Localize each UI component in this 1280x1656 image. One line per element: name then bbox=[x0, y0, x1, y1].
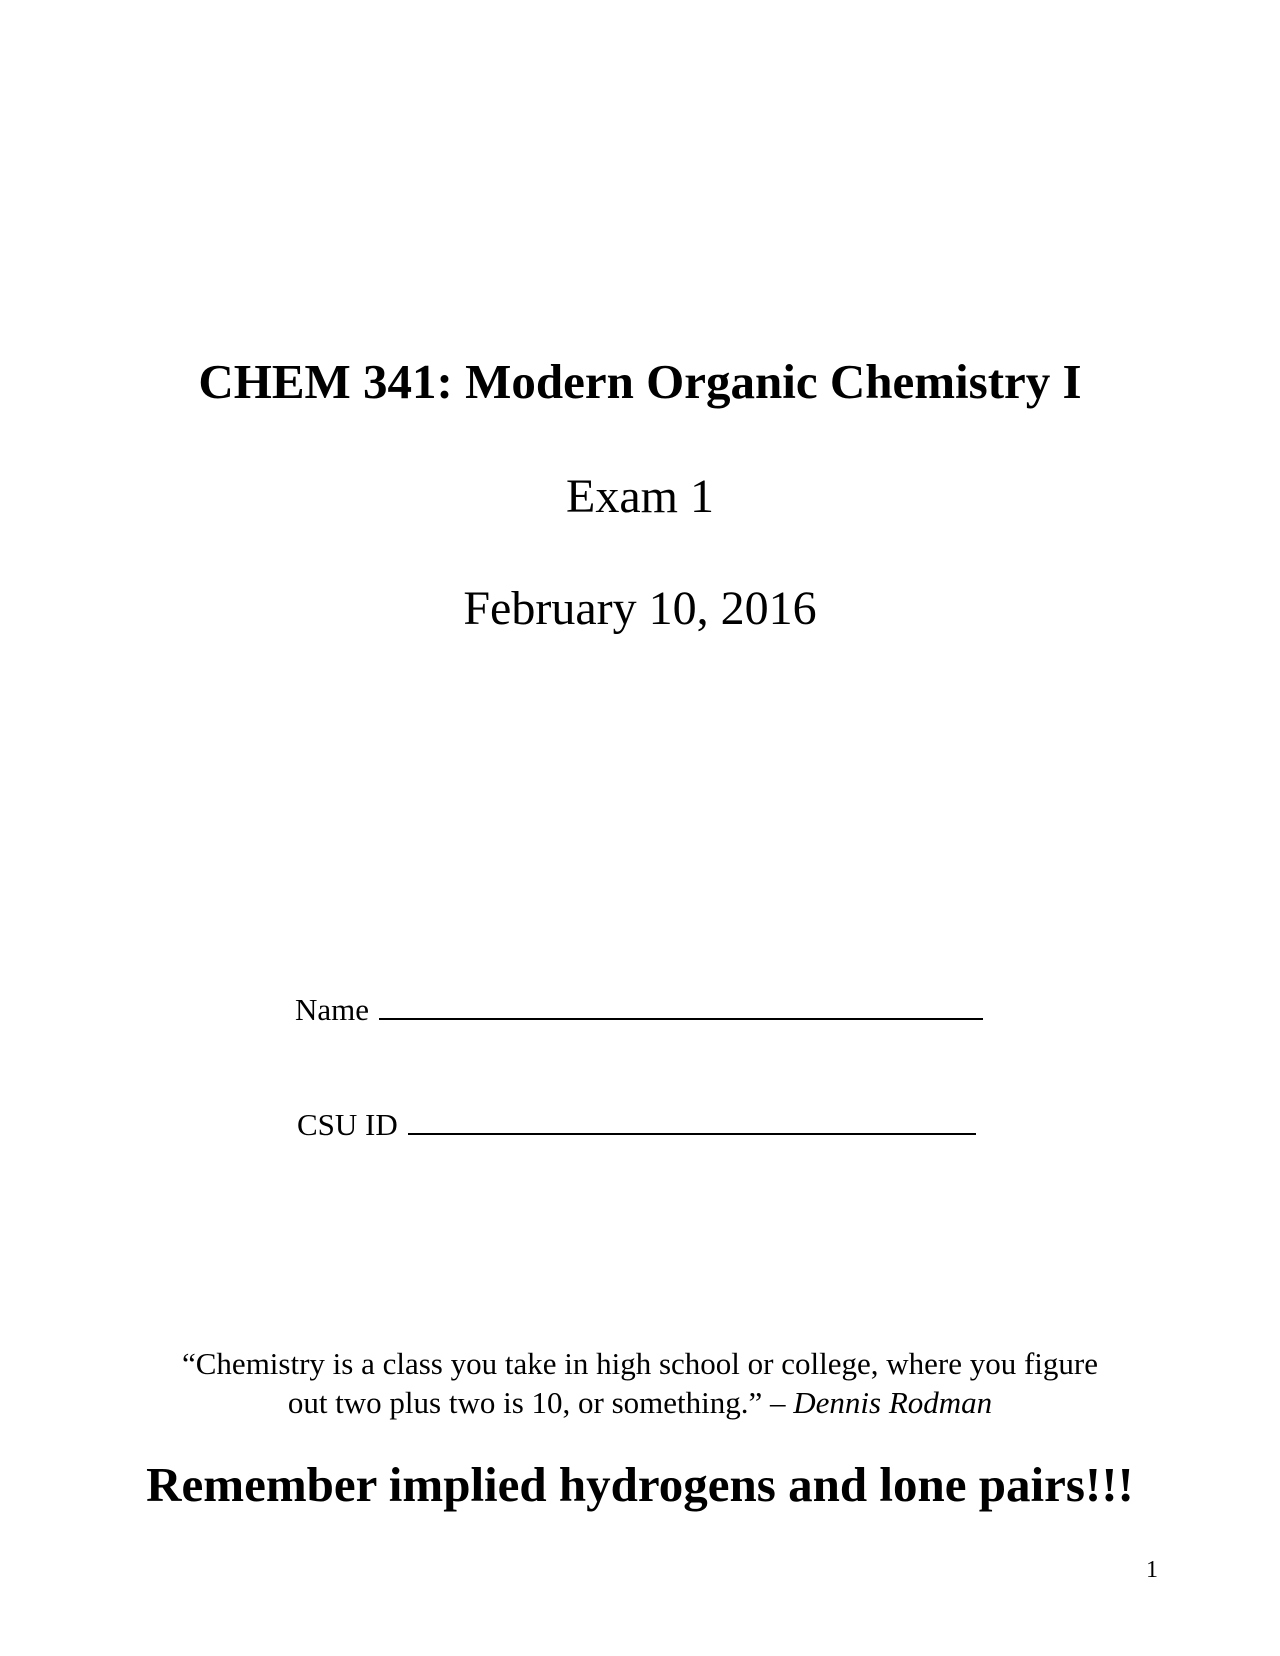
quote-line-2 bbox=[0, 1383, 1280, 1422]
csu-id-label: CSU ID bbox=[297, 1107, 398, 1142]
exam-date: February 10, 2016 bbox=[463, 582, 817, 635]
name-field[interactable] bbox=[295, 990, 983, 1029]
course-title: CHEM 341: Modern Organic Chemistry I bbox=[198, 354, 1082, 409]
exam-title: Exam 1 bbox=[566, 470, 714, 523]
page-number: 1 bbox=[1146, 1557, 1158, 1583]
reminder-text: Remember implied hydrogens and lone pairs!!! bbox=[146, 1457, 1134, 1512]
csu-id-field[interactable] bbox=[297, 1105, 976, 1144]
quote-author: Dennis Rodman bbox=[793, 1385, 993, 1420]
name-blank-line[interactable] bbox=[379, 990, 983, 1020]
quote bbox=[0, 1344, 1280, 1422]
quote-line-2-text: out two plus two is 10, or something.” – bbox=[287, 1385, 794, 1420]
quote-line-1: “Chemistry is a class you take in high school or college, where you figure bbox=[182, 1346, 1098, 1381]
csu-id-blank-line[interactable] bbox=[408, 1105, 976, 1135]
name-label: Name bbox=[295, 992, 370, 1027]
